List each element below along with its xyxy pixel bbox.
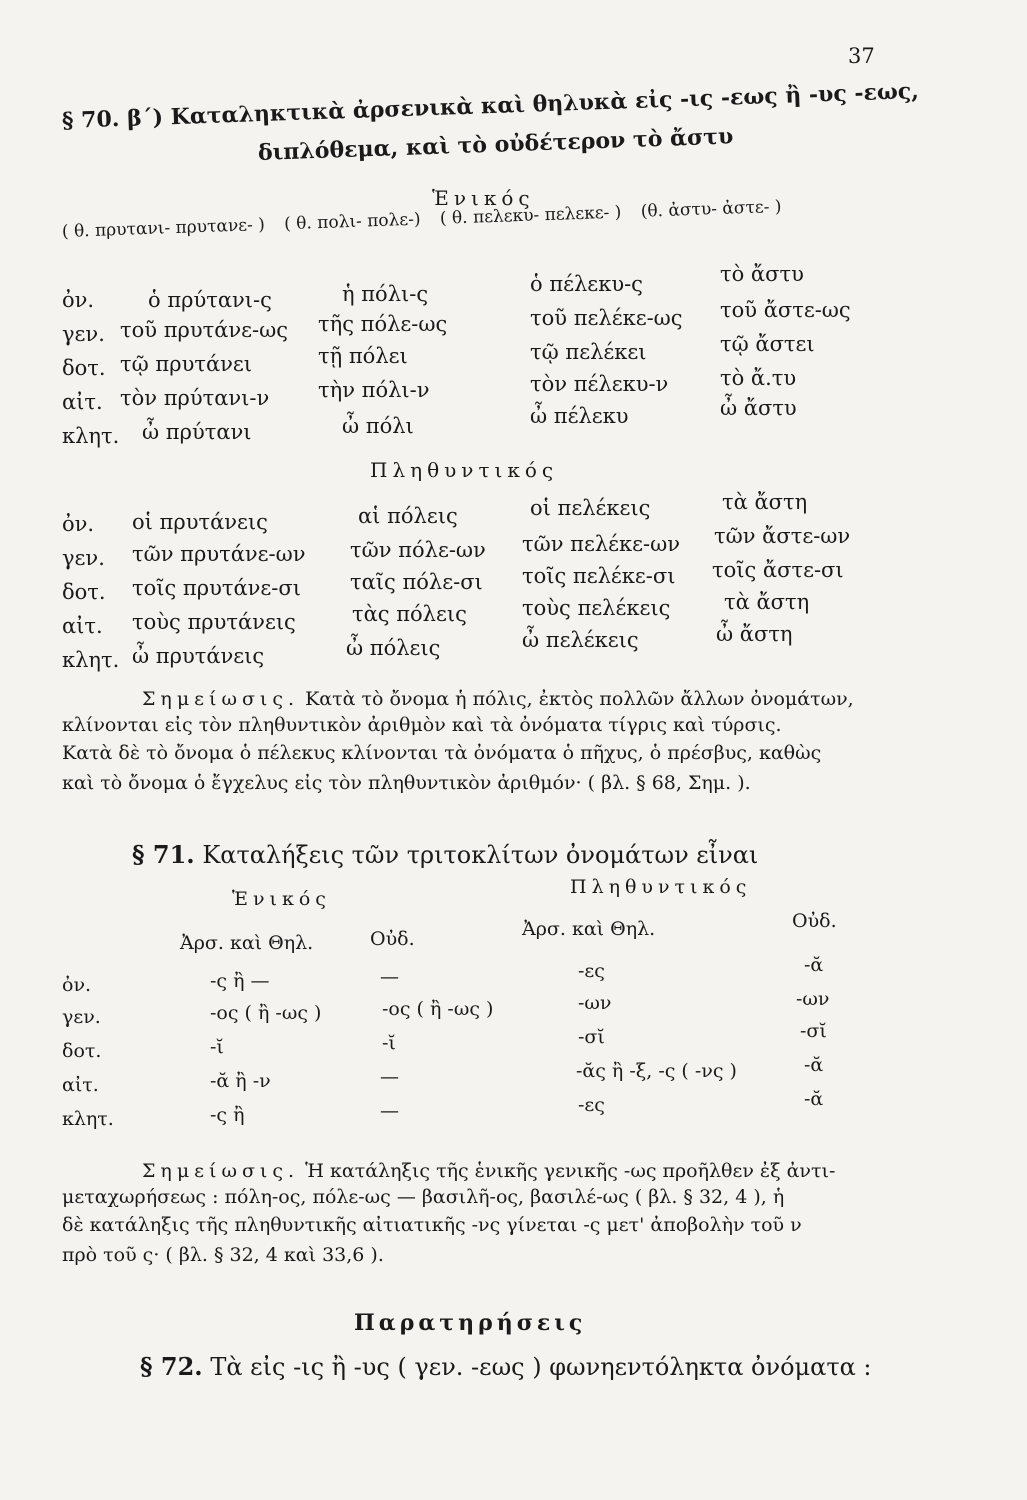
form-prytanis: τοὺς πρυτάνεις <box>132 610 296 634</box>
case-label: γεν. <box>62 1006 101 1028</box>
page-number: 37 <box>848 44 875 68</box>
form-asty: τῷ ἄστει <box>720 332 815 356</box>
case-label: αἰτ. <box>62 614 103 638</box>
case-label: κλητ. <box>62 648 120 672</box>
ending-s-n: -ος ( ἢ -ως ) <box>382 998 494 1020</box>
col-masc-fem-pl: Ἀρσ. καὶ Θηλ. <box>522 918 656 940</box>
ending-p-n: -σῐ <box>800 1020 827 1042</box>
form-prytanis: τοῦ πρυτάνε-ως <box>120 318 289 342</box>
form-polis: ὦ πόλεις <box>346 636 441 660</box>
note-line4: καὶ τὸ ὄνομα ὁ ἔγχελυς εἰς τὸν πληθυντικὸν ἀριθμόν· ( βλ. § 68, Σημ. ). <box>62 772 751 794</box>
case-label: ὀν. <box>62 512 95 536</box>
form-polis: ταῖς πόλε-σι <box>350 570 483 594</box>
ending-s-n: — <box>380 1100 399 1122</box>
form-prytanis: τοῖς πρυτάνε-σι <box>132 576 301 600</box>
form-prytanis: ὦ πρυτάνεις <box>132 644 265 668</box>
form-polis: τὰς πόλεις <box>352 602 467 626</box>
section-70-number: § 70. <box>61 106 120 134</box>
note-line3: Κατὰ δὲ τὸ ὄνομα ὁ πέλεκυς κλίνονται τὰ ὀνόματα ὁ πῆχυς, ὁ πρέσβυς, καθὼς <box>62 742 822 764</box>
stem-polis: ( θ. πολι- πολε-) <box>283 209 421 235</box>
ending-s-mf: -ᾰ ἢ -ν <box>210 1070 271 1092</box>
note-line2: μεταχωρήσεως : πόλη-ος, πόλε-ως — βασιλῆ-ος, βασιλέ-ως ( βλ. § 32, 4 ), ἡ <box>62 1186 785 1208</box>
col-masc-fem: Ἀρσ. καὶ Θηλ. <box>180 932 314 954</box>
section-71-title: Καταλήξεις τῶν τριτοκλίτων ὀνομάτων εἶναι <box>202 841 759 869</box>
section-70-heading <box>62 78 920 134</box>
case-label: γεν. <box>62 322 105 346</box>
ending-p-mf: -ων <box>578 992 612 1014</box>
form-pelekys: τῷ πελέκει <box>530 340 647 364</box>
note-line1: Κατὰ τὸ ὄνομα ἡ πόλις, ἐκτὸς πολλῶν ἄλλων ὀνομάτων, <box>305 688 854 710</box>
form-pelekys: οἱ πελέκεις <box>530 496 651 520</box>
form-asty: τὸ ἄστυ <box>720 262 804 286</box>
section-72-number: § 72. <box>140 1352 203 1381</box>
form-pelekys: τῶν πελέκε-ων <box>522 532 681 556</box>
form-pelekys: τὸν πέλεκυ-ν <box>530 372 669 396</box>
ending-s-n: -ῐ <box>382 1032 396 1054</box>
form-pelekys: ὦ πέλεκυ <box>530 404 629 428</box>
ending-p-mf: -ες <box>578 960 605 982</box>
observations-heading: Παρατηρήσεις <box>354 1310 587 1336</box>
section-72-heading <box>140 1352 872 1381</box>
case-label: δοτ. <box>62 356 106 380</box>
form-asty: τῶν ἄστε-ων <box>714 524 851 548</box>
note-line1: Ἡ κατάληξις τῆς ἑνικῆς γενικῆς -ως προῆλθεν ἐξ ἀντι- <box>305 1160 836 1182</box>
s71-singular-label: Ἑνικός <box>232 888 331 910</box>
form-pelekys: τοὺς πελέκεις <box>522 596 671 620</box>
form-polis: αἱ πόλεις <box>358 504 458 528</box>
form-asty: τὰ ἄστη <box>722 490 808 514</box>
note-line4: πρὸ τοῦ ς· ( βλ. § 32, 4 καὶ 33,6 ). <box>62 1244 384 1266</box>
section-70-title-line2: διπλόθεμα, καὶ τὸ οὐδέτερον τὸ ἄστυ <box>257 123 734 166</box>
case-label: κλητ. <box>62 1108 114 1130</box>
ending-p-n: -ᾰ <box>804 1054 824 1076</box>
form-asty: τὸ ἄ.τυ <box>720 366 797 390</box>
ending-p-n: -ων <box>796 988 830 1010</box>
form-prytanis: τὸν πρύτανι-ν <box>120 386 270 410</box>
form-pelekys: τοῖς πελέκε-σι <box>522 564 676 588</box>
stems-line <box>62 196 796 242</box>
form-asty: ὦ ἄστυ <box>720 396 797 420</box>
form-pelekys: ὁ πέλεκυ-ς <box>530 272 643 296</box>
ending-p-n: -ᾰ <box>804 1088 824 1110</box>
ending-p-n: -ᾰ <box>804 954 824 976</box>
form-asty: τοῖς ἄστε-σι <box>712 558 844 582</box>
form-prytanis: τῶν πρυτάνε-ων <box>132 542 306 566</box>
ending-s-n: — <box>380 966 399 988</box>
case-label: ὀν. <box>62 288 95 312</box>
ending-s-mf: -ς ἢ — <box>210 970 270 992</box>
section-70-title-line1: β΄) Καταληκτικὰ ἀρσενικὰ καὶ θηλυκὰ εἰς -ις -εως ἢ -υς -εως, <box>126 78 920 132</box>
note-label: Σημείωσις. <box>142 688 300 710</box>
form-asty: ὦ ἄστη <box>716 622 793 646</box>
case-label: αἰτ. <box>62 390 103 414</box>
ending-p-mf: -ες <box>578 1094 605 1116</box>
stem-asty: (θ. ἀστυ- ἀστε- ) <box>640 196 782 222</box>
ending-s-mf: -ς ἢ <box>210 1104 245 1126</box>
note-line2: κλίνονται εἰς τὸν πληθυντικὸν ἀριθμὸν καὶ τὰ ὀνόματα τίγρις καὶ τύρσις. <box>62 714 782 736</box>
form-prytanis: ὁ πρύτανι-ς <box>148 288 272 312</box>
ending-p-mf: -σῐ <box>578 1026 605 1048</box>
section-71-number: § 71. <box>132 840 195 869</box>
ending-s-mf: -ος ( ἢ -ως ) <box>210 1002 322 1024</box>
form-polis: ὦ πόλι <box>342 414 414 438</box>
note-label: Σημείωσις. <box>142 1160 300 1182</box>
ending-s-n: — <box>380 1066 399 1088</box>
form-pelekys: τοῦ πελέκε-ως <box>530 306 683 330</box>
form-polis: τῶν πόλε-ων <box>350 538 486 562</box>
plural-label: Πληθυντικός <box>370 458 559 482</box>
form-prytanis: οἱ πρυτάνεις <box>132 510 268 534</box>
case-label: δοτ. <box>62 580 106 604</box>
form-polis: τῇ πόλει <box>318 344 408 368</box>
case-label: γεν. <box>62 546 105 570</box>
case-label: κλητ. <box>62 424 120 448</box>
form-polis: τῆς πόλε-ως <box>318 312 448 336</box>
col-neut: Οὐδ. <box>370 928 415 950</box>
section-72-title: Τὰ εἰς -ις ἢ -υς ( γεν. -εως ) φωνηεντόληκτα ὀνόματα : <box>210 1353 872 1381</box>
case-label: αἰτ. <box>62 1074 99 1096</box>
case-label: δοτ. <box>62 1040 102 1062</box>
form-prytanis: τῷ πρυτάνει <box>120 352 253 376</box>
section-71-heading <box>132 840 758 869</box>
form-asty: τοῦ ἄστε-ως <box>720 298 851 322</box>
stem-pelekys: ( θ. πελεκυ- πελεκε- ) <box>439 202 622 229</box>
form-polis: τὴν πόλι-ν <box>318 378 430 402</box>
col-neut-pl: Οὐδ. <box>792 910 837 932</box>
case-label: ὀν. <box>62 974 92 996</box>
s71-plural-label: Πληθυντικός <box>570 876 752 898</box>
ending-s-mf: -ῐ <box>210 1036 224 1058</box>
note-line3: δὲ κατάληξις τῆς πληθυντικῆς αἰτιατικῆς -νς γίνεται -ς μετ' ἀποβολὴν τοῦ ν <box>62 1214 802 1236</box>
singular-label: Ἑνικός <box>432 186 535 210</box>
form-polis: ἡ πόλι-ς <box>342 282 429 306</box>
ending-p-mf: -ᾰς ἢ -ξ, -ς ( -νς ) <box>576 1060 737 1082</box>
form-pelekys: ὦ πελέκεις <box>522 628 639 652</box>
form-prytanis: ὦ πρύτανι <box>142 420 252 444</box>
form-asty: τὰ ἄστη <box>724 590 810 614</box>
stem-prytanis: ( θ. πρυτανι- πρυτανε- ) <box>61 214 266 242</box>
